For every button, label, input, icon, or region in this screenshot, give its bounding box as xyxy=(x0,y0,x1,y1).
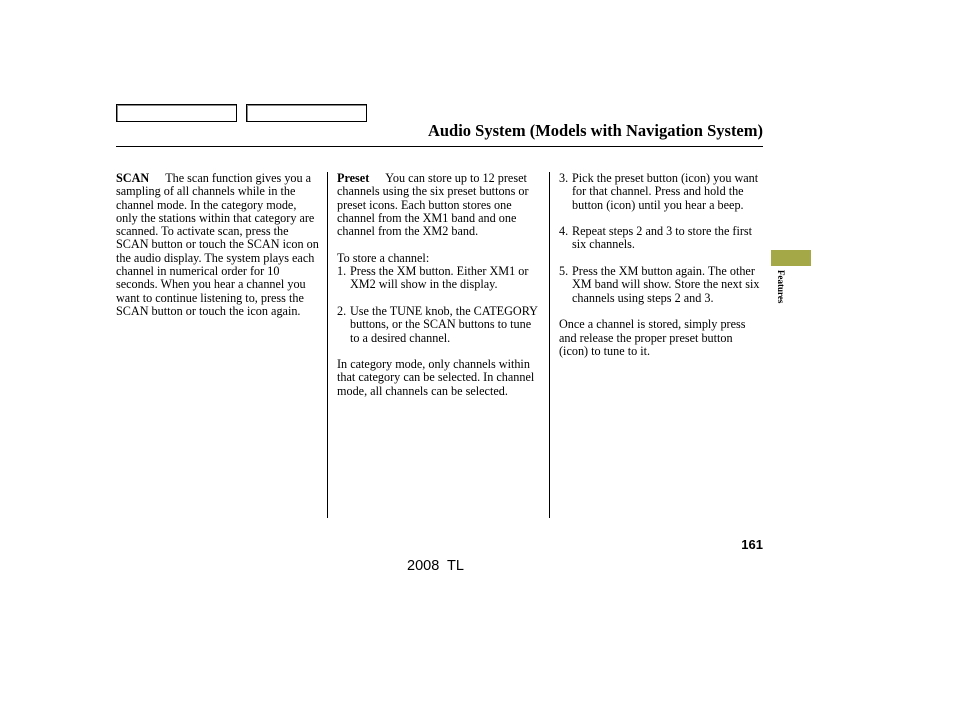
closing-paragraph: Once a channel is stored, simply press and release the proper preset button (icon) to tune to it. xyxy=(559,317,746,358)
column-preset xyxy=(337,172,541,411)
page-number: 161 xyxy=(741,537,763,552)
footer-model: 2008 TL xyxy=(407,558,464,574)
section-tab-label: Features xyxy=(776,270,786,304)
step-item xyxy=(559,172,763,212)
nav-button-next[interactable] xyxy=(246,104,367,122)
column-divider-1 xyxy=(327,172,328,518)
store-intro: To store a channel: xyxy=(337,250,430,265)
step-text: Use the TUNE knob, the CATEGORY buttons, or the SCAN buttons to tune to a desired channel. xyxy=(350,303,538,345)
preset-body: You can store up to 12 preset channels using the six preset buttons or preset icons. Each button stores one channel from the XM1 band and one channel from the XM2 band. xyxy=(337,171,529,239)
step-text: Repeat steps 2 and 3 to store the first six channels. xyxy=(572,224,753,252)
scan-paragraph xyxy=(116,172,320,318)
column-steps xyxy=(559,172,763,371)
category-note: In category mode, only channels within that category can be selected. In channel mode, all channels can be selected. xyxy=(337,357,535,398)
step-text: Pick the preset button (icon) you want for that channel. Press and hold the button (icon) until you hear a beep. xyxy=(572,171,759,212)
step-item xyxy=(337,305,541,345)
preset-heading: Preset xyxy=(337,171,370,185)
step-number: 4. xyxy=(559,224,569,239)
step-number: 1. xyxy=(337,264,347,279)
step-text: Press the XM button. Either XM1 or XM2 will show in the display. xyxy=(350,264,529,292)
step-item xyxy=(559,265,763,305)
step-item xyxy=(337,265,541,292)
section-tab-marker xyxy=(771,250,811,266)
step-number: 2. xyxy=(337,303,347,318)
page-title: Audio System (Models with Navigation System) xyxy=(427,121,763,140)
step-number: 5. xyxy=(559,264,569,279)
title-divider xyxy=(116,146,763,147)
nav-button-previous[interactable] xyxy=(116,104,237,122)
column-scan xyxy=(116,172,320,332)
preset-paragraph xyxy=(337,172,541,238)
scan-heading: SCAN xyxy=(116,171,150,185)
step-item xyxy=(559,225,763,252)
column-divider-2 xyxy=(549,172,550,518)
step-number: 3. xyxy=(559,171,569,185)
scan-body: The scan function gives you a sampling of all channels while in the channel mode. In the category mode, only the stations within that category are scanned. To activate scan, press the SCAN button or touch the SCAN icon on the audio display. The system plays each channel in numerical order for 10 seconds. When you hear a channel you want to continue listening to, press the SCAN button or touch the icon again. xyxy=(116,171,319,318)
step-text: Press the XM button again. The other XM band will show. Store the next six channels using steps 2 and 3. xyxy=(572,264,760,305)
